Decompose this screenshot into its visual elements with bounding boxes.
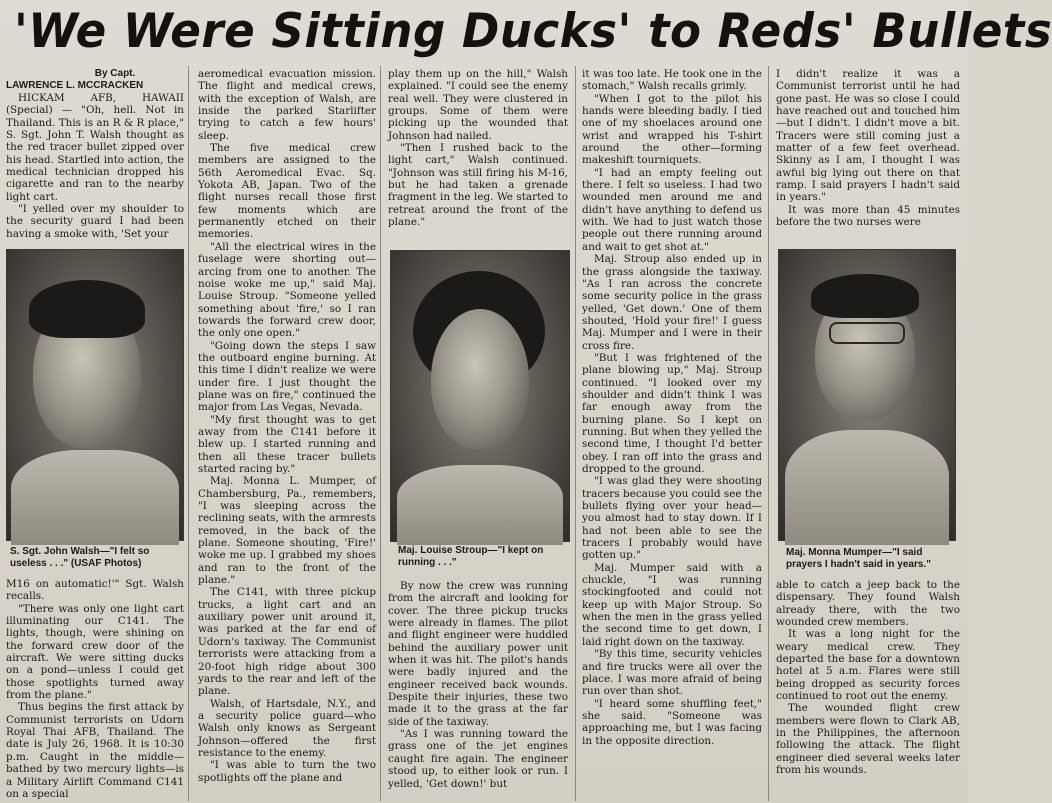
column-4 (582, 68, 762, 802)
paragraph: Walsh, of Hartsdale, N.Y., and a security police guard—who Walsh only knows as Sergeant Johnson—offered the first resistance to the enemy. (198, 697, 376, 759)
paragraph: HICKAM AFB, HAWAII (Special) — "Oh, hell. Not in Thailand. This is an R & R place," S. Sgt. John T. Walsh thought as the red tracer bullet zipped over his head. Startled into action, the medical technician dropped his cigarette and ran to the nearby light cart. (6, 92, 184, 203)
paragraph: "All the electrical wires in the fuselage were shorting out—arcing from one to another. The noise woke me up," said Maj. Louise Stroup. "Someone yelled something about 'fire,' so I ran towards the forward crew door, the only one open." (198, 240, 376, 340)
paragraph: "There was only one light cart illuminating our C141. The lights, though, were shining on the forward crew door of the aircraft. We were sitting ducks on a pond—unless I could get those spotlights turned away from the plane." (6, 602, 184, 702)
paragraph: By now the crew was running from the aircraft and looking for cover. The three pickup trucks were already in flames. The pilot and flight engineer were huddled behind the auxiliary power unit when it was hit. The pilot's hands were badly injured and the engineer received back wounds. Despite their injuries, these two made it to the grass at the far side of the taxiway. (388, 580, 568, 728)
photo-stroup-face (431, 309, 529, 449)
paragraph: "Then I rushed back to the light cart," Walsh continued. "Johnson was still firing his M-16, but he had taken a grenade fragment in the leg. We started to retreat around the front of the plane." (388, 142, 568, 229)
column-1-bottom (6, 578, 184, 802)
headline: 'We Were Sitting Ducks' to Reds' Bullets (14, 4, 1052, 59)
paragraph: Maj. Monna L. Mumper, of Chambersburg, Pa., remembers, "I was sleeping across the reclining seats, with the armrests removed, in the back of the plane. Someone shouting, 'Fire!' woke me up. I grabbed my shoes and ran to the front of the plane." (198, 475, 376, 587)
paragraph: "I was able to turn the two spotlights off the plane and (198, 759, 376, 784)
paragraph: Maj. Mumper said with a chuckle, "I was running stockingfooted and could not keep up with Major Stroup. So when the men in the grass yelled the second time to get down, I laid right down on the taxiway. (582, 561, 762, 648)
paragraph: play them up on the hill," Walsh explained. "I could see the enemy real well. They were clustered in groups. Some of them were picking up the wounded that Johnson had nailed. (388, 68, 568, 142)
column-3-bottom (388, 580, 568, 802)
paragraph: able to catch a jeep back to the dispensary. They found Walsh already there, with the two wounded crew members. (776, 579, 960, 629)
photo-mumper-glasses (829, 322, 905, 344)
caption-stroup: Maj. Louise Stroup—"I kept on running . . ." (398, 545, 544, 568)
paragraph: "My first thought was to get away from the C141 before it blew up. I started running and then all these tracer bullets started racing by." (198, 413, 376, 475)
photo-stroup (390, 250, 570, 542)
photo-walsh (6, 249, 184, 541)
photo-stroup-shoulders (397, 465, 563, 545)
paragraph: "I was glad they were shooting tracers because you could see the bullets flying over your head—you almost had to stay down. If I had not been able to see the tracers I probably would have gotten up." (582, 475, 762, 562)
paragraph: Thus begins the first attack by Communist terrorists on Udorn Royal Thai AFB, Thailand. The date is July 26, 1968. It is 10:30 p.m. Caught in the middle—bathed by two mercury lights—is a Military Airlift Command C141 on a special (6, 701, 184, 800)
paragraph: "I yelled over my shoulder to the security guard I had been having a smoke with, 'Set your (6, 203, 184, 240)
caption-mumper: Maj. Monna Mumper—"I said prayers I hadn't said in years." (786, 547, 931, 570)
column-1-top (6, 68, 184, 246)
byline-author: LAWRENCE L. MCCRACKEN (6, 80, 144, 91)
photo-mumper-hair (811, 274, 919, 318)
paragraph: aeromedical evacuation mission. The flight and medical crews, with the exception of Walsh, are inside the parked Starlifter trying to catch a few hours' sleep. (198, 68, 376, 142)
photo-walsh-hair (29, 280, 145, 338)
paragraph: M16 on automatic!'" Sgt. Walsh recalls. (6, 578, 184, 603)
column-2 (198, 68, 376, 802)
paragraph: The C141, with three pickup trucks, a light cart and an auxiliary power unit around it, was parked at the far end of Udorn's taxiway. The Communist terrorists were attacking from a 20-foot high ridge about 300 yards to the rear and left of the plane. (198, 586, 376, 698)
paragraph: "As I was running toward the grass one of the jet engines caught fire again. The engineer stood up, to either look or run. I yelled, 'Get down!' but (388, 728, 568, 790)
byline-prefix: By Capt. (94, 68, 136, 79)
photo-walsh-shoulders (11, 450, 179, 545)
paragraph: "But I was frightened of the plane blowing up," Maj. Stroup continued. "I looked over my shoulder and didn't think I was far enough away from the burning plane. So I kept on running. But when they yelled the second time, I thought I'd better obey. I ran off into the grass and dropped to the ground. (582, 351, 762, 475)
caption-walsh: S. Sgt. John Walsh—"I felt so useless . . ." (USAF Photos) (10, 546, 150, 569)
column-5-bottom (776, 579, 960, 802)
column-rule (380, 66, 381, 801)
paragraph: "By this time, security vehicles and fire trucks were all over the place. I was more afraid of being run over than shot. (582, 648, 762, 698)
column-5-top (776, 68, 960, 244)
paragraph: The wounded flight crew members were flown to Clark AB, in the Philippines, the afternoon following the attack. The flight engineer died several weeks later from his wounds. (776, 702, 960, 777)
photo-mumper (778, 249, 956, 541)
paragraph: Maj. Stroup also ended up in the grass alongside the taxiway. "As I ran across the concrete some security police in the grass yelled, 'Get down.' One of them shouted, 'Hold your fire!' I guess Maj. Mumper and I were in their cross fire. (582, 253, 762, 352)
paragraph: "When I got to the pilot his hands were bleeding badly. I tied one of my shoelaces around one wrist and wrapped his T-shirt around the other—forming makeshift tourniquets. (582, 92, 762, 167)
column-rule (188, 66, 189, 801)
photo-mumper-shoulders (785, 430, 949, 545)
paragraph: "I had an empty feeling out there. I felt so useless. I had two wounded men around me and didn't have anything to defend us with. We had to just watch those people out there running around and wait to get shot at." (582, 166, 762, 253)
paragraph: The five medical crew members are assigned to the 56th Aeromedical Evac. Sq. Yokota AB, Japan. Two of the flight nurses recall those first few moments which are permanently etched on their memories. (198, 142, 376, 241)
paragraph: it was too late. He took one in the stomach," Walsh recalls grimly. (582, 68, 762, 93)
column-rule (575, 66, 576, 801)
paragraph: It was more than 45 minutes before the two nurses were (776, 203, 960, 229)
paragraph: I didn't realize it was a Communist terrorist until he had gone past. He was so close I could have reached out and touched him—but I didn't. I didn't move a bit. Tracers were still coming just a matter of a few feet overhead. Skinny as I am, I thought I was awful big lying out there on that ramp. I said prayers I hadn't said in years." (776, 68, 960, 204)
paragraph: "Going down the steps I saw the outboard engine burning. At this time I didn't realize we were under fire. I just thought the plane was on fire," continued the major from Las Vegas, Nevada. (198, 339, 376, 414)
paragraph: "I heard some shuffling feet," she said. "Someone was approaching me, but I was facing in the opposite direction. (582, 697, 762, 747)
column-3-top (388, 68, 568, 246)
paragraph: It was a long night for the weary medical crew. They departed the base for a downtown hotel at 5 a.m. Flares were still being dropped as security forces continued to root out the enemy. (776, 628, 960, 703)
column-rule (768, 66, 769, 801)
